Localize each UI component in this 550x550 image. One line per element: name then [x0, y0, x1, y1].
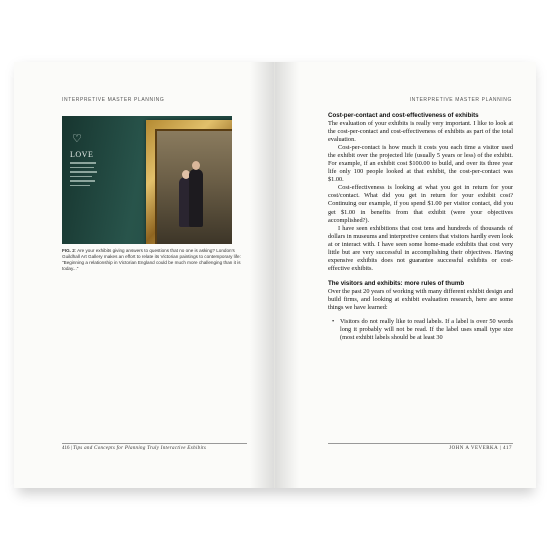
figure-photo: [62, 116, 232, 244]
right-page: [275, 62, 536, 488]
left-folio: 416 | Tips and Concepts for Planning Truly Interactive Exhibits: [62, 446, 207, 451]
body-text: [328, 112, 513, 342]
book-title: Tips and Concepts for Planning Truly Interactive Exhibits: [73, 446, 207, 451]
list-item: • Visitors do not really like to read labels. If a label is over 50 words long it probably will not be read. If the label uses small type size (most exhibit labels should be at least 30: [332, 318, 513, 342]
figure-caption-text: Are your exhibits giving answers to questions that no one is asking? London's Guildhall Art Gallery makes an effort to relate its Victorian paintings to contemporary life: "Beginning a relationship in Victorian England could be much more challenging than it is today...": [62, 248, 241, 271]
left-page: [14, 62, 275, 488]
paragraph: Cost-per-contact is how much it costs you each time a visitor used the exhibit over the projected life (usually 5 years or less) of the exhibit. For example, if an exhibit cost $100.00 to build, and over its three year life only 100 people looked at that exhibit, the cost-per-contact was $1.00.: [328, 144, 513, 184]
painting: [155, 129, 232, 244]
right-running-head: INTERPRETIVE MASTER PLANNING: [409, 97, 512, 103]
page-number: 416: [62, 446, 70, 451]
author-name: JOHN A VEVERKA: [449, 446, 498, 451]
painted-figure: [189, 169, 203, 227]
wall-text-panel: [70, 150, 100, 186]
section-heading: The visitors and exhibits: more rules of thumb: [328, 279, 465, 287]
book-spread: [14, 62, 536, 488]
bullet-icon: •: [332, 318, 335, 326]
left-gutter-shadow: [250, 62, 274, 488]
paragraph: I have seen exhibitions that cost tens and hundreds of thousands of dollars in museums and interpretive centers that visitors hardly even look at or interact with. I have seen some home-made exhibits that cost very little but are very successful in accomplishing their objectives. Having expensive exhibits does not guarantee successful exhibits or cost-effective exhibits.: [328, 224, 513, 272]
gilded-frame: [146, 120, 232, 244]
paragraph: Over the past 20 years of working with many different exhibit design and build firms, and looking at exhibit evaluation research, here are some things we have learned:: [328, 287, 513, 311]
right-footer-rule: [328, 443, 513, 444]
left-footer-rule: [62, 443, 247, 444]
right-gutter-shadow: [275, 62, 299, 488]
page-number: 417: [503, 446, 512, 451]
left-running-head: INTERPRETIVE MASTER PLANNING: [62, 97, 165, 103]
right-folio: JOHN A VEVERKA | 417: [449, 446, 512, 451]
figure-caption: FIG. 2: Are your exhibits giving answers to questions that no one is asking? London's Guildhall Art Gallery makes an effort to relate its Victorian paintings to contemporary life: "Beginning a relationship in Victorian England could be much more challenging than it is today...": [62, 248, 241, 271]
wall-word: LOVE: [70, 150, 94, 159]
paragraph: The evaluation of your exhibits is really very important. I like to look at the cost-per-contact and cost-effectiveness of exhibits as part of the total evaluation.: [328, 120, 513, 144]
heart-icon: ♡: [72, 132, 82, 145]
paragraph: Cost-effectiveness is looking at what you got in return for your cost/contact. What did you get in return for your exhibit cost? Continuing our example, if you spend $1.00 per visitor contact, did you get $1.00 in benefits from that exhibit (were your objectives accomplished?).: [328, 184, 513, 224]
section-heading: Cost-per-contact and cost-effectiveness of exhibits: [328, 112, 479, 119]
figure-label: FIG. 2: [62, 248, 75, 253]
